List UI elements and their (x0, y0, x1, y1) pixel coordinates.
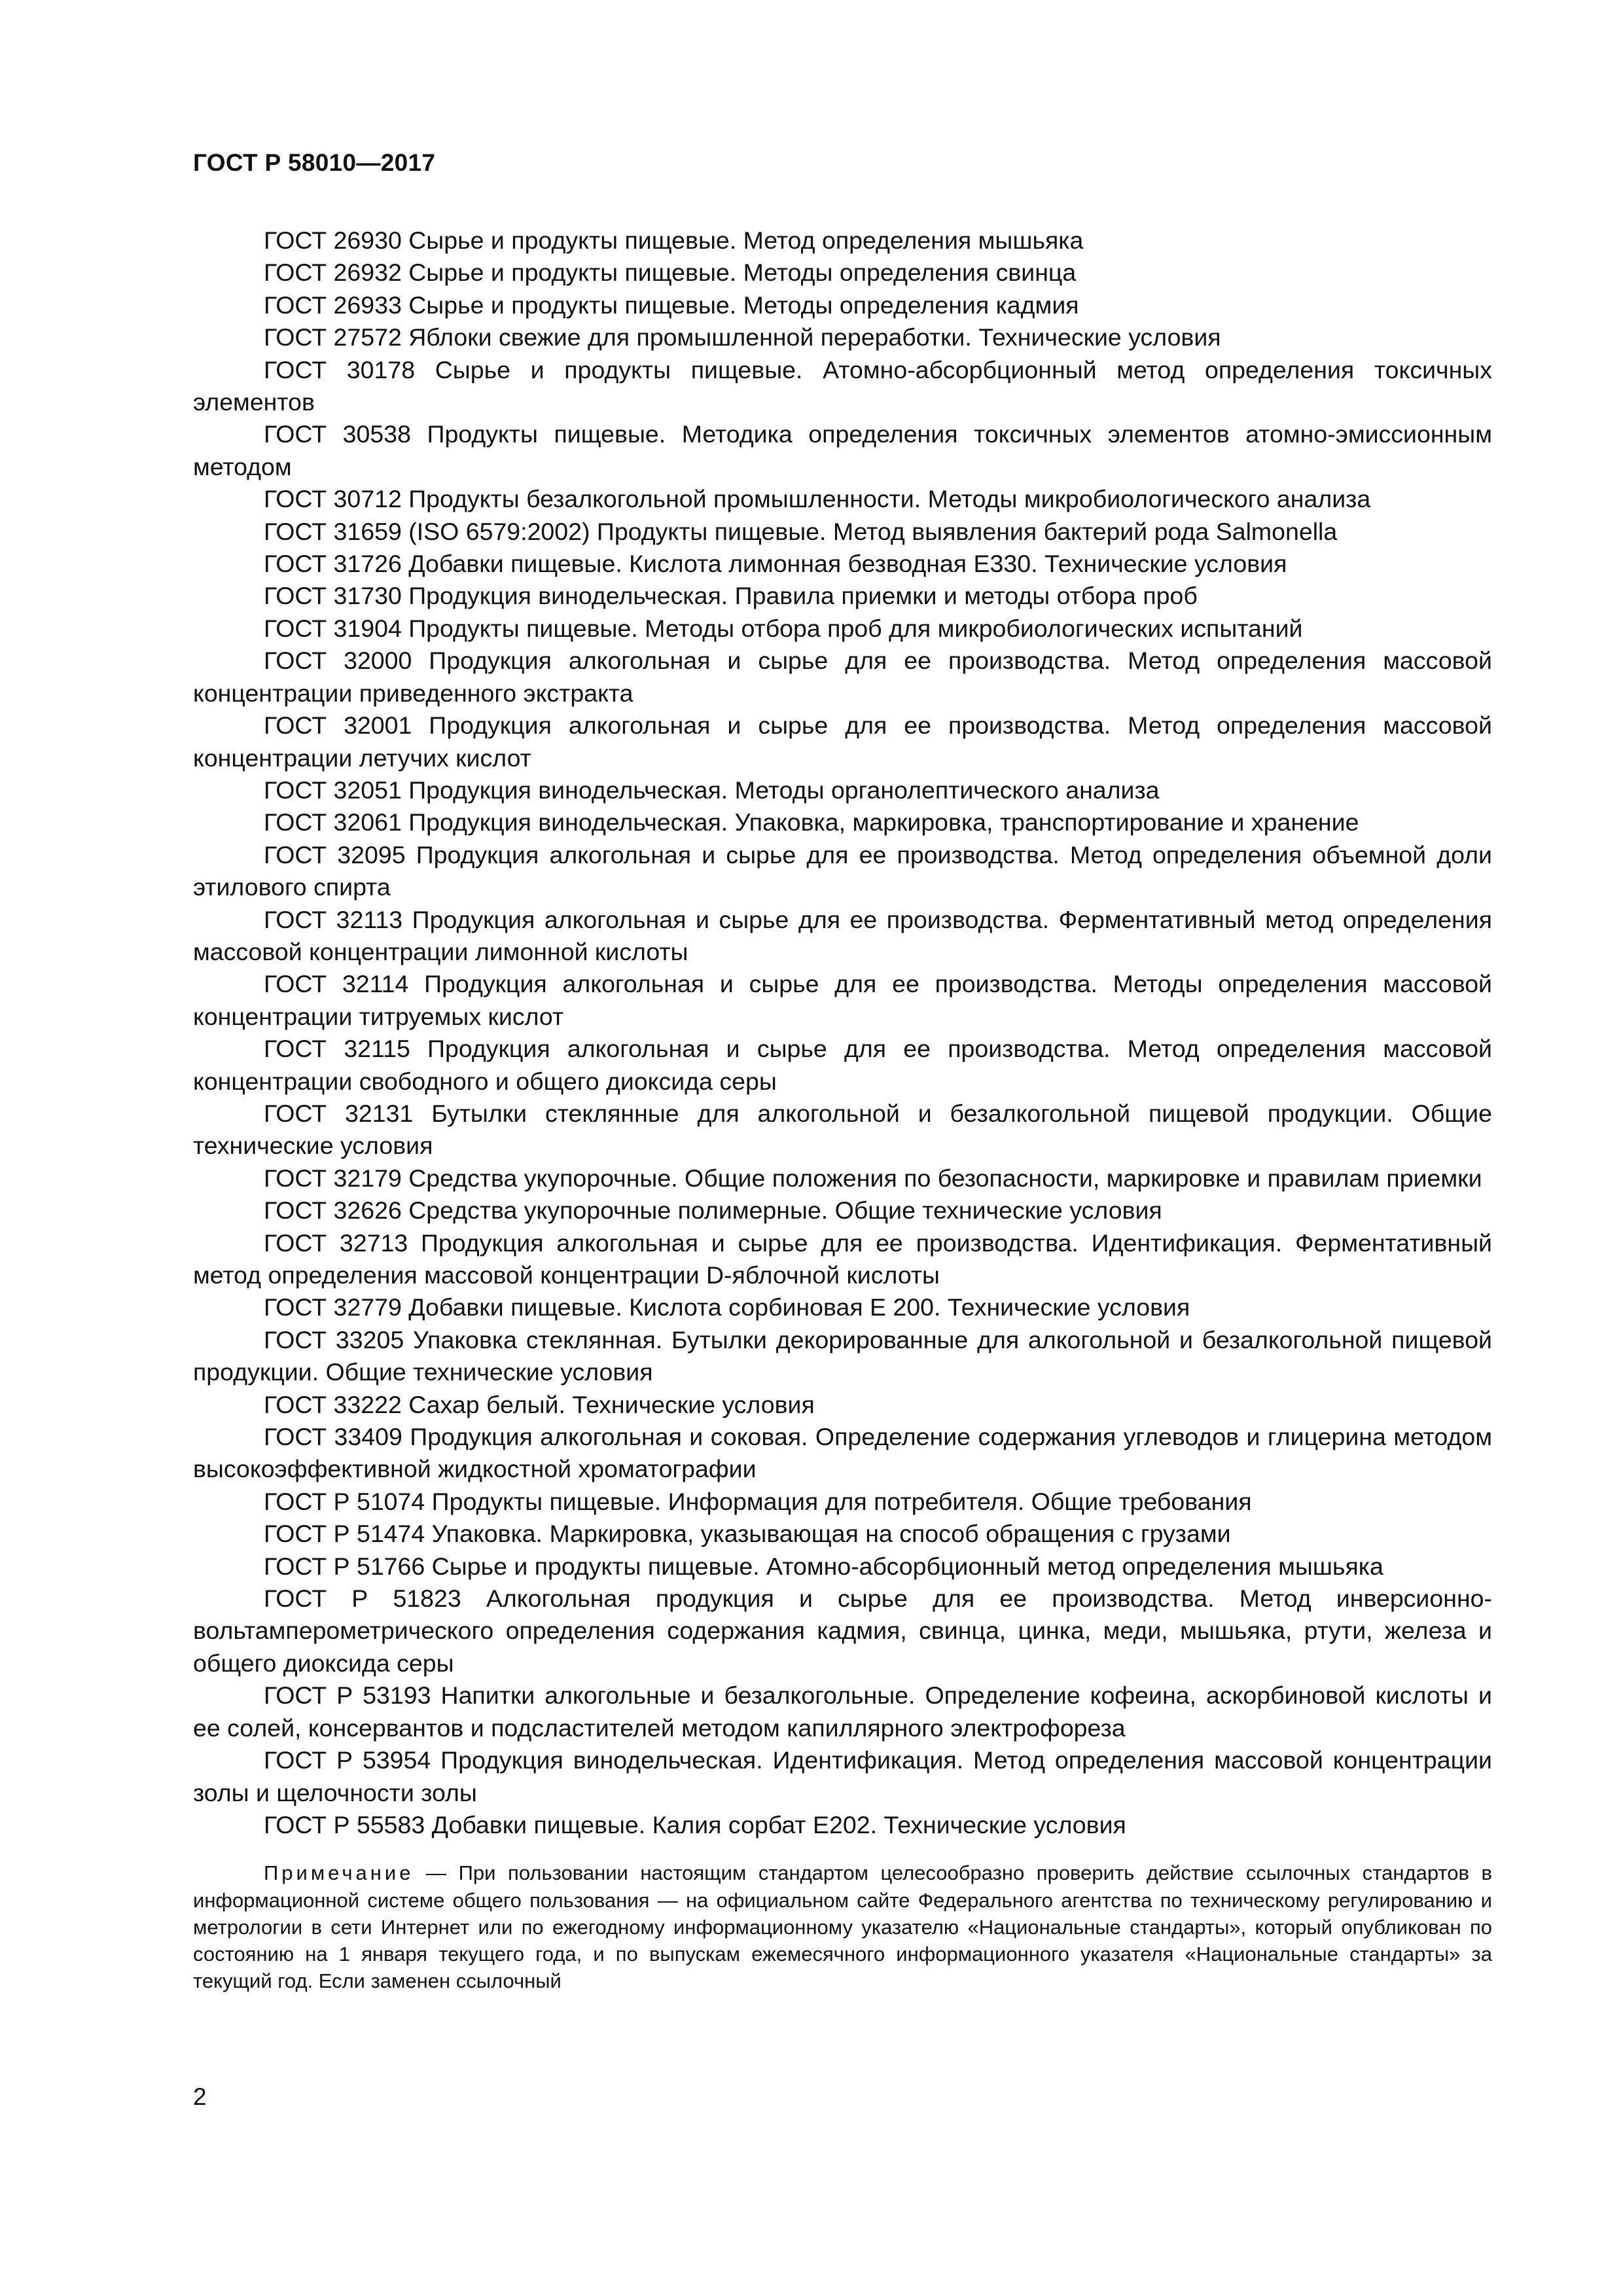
reference-item: ГОСТ 32113 Продукция алкогольная и сырье для ее производства. Ферментативный метод определения массовой концентрации лимонной кислоты (193, 905, 1492, 965)
reference-item: ГОСТ 31730 Продукция винодельческая. Правила приемки и методы отбора проб (264, 582, 1198, 610)
note-label: Примечание (264, 1861, 414, 1885)
reference-item: ГОСТ 32626 Средства укупорочные полимерные. Общие технические условия (264, 1196, 1162, 1225)
reference-item: ГОСТ 31726 Добавки пищевые. Кислота лимонная безводная Е330. Технические условия (264, 550, 1287, 578)
note-text: — При пользовании настоящим стандартом целесообразно проверить действие ссылочных стандартов в информационной системе общего пользования — на официальном сайте Федерального агентства по техническому регулированию и метрологии в сети Интернет или по ежегодному информационному указателю «Национальные стандарты», который опубликован по состоянию на 1 января текущего года, и по выпускам ежемесячного информационного указателя «Национальные стандарты» за текущий год. Если заменен ссылочный (193, 1861, 1492, 1993)
reference-item: ГОСТ Р 53193 Напитки алкогольные и безалкогольные. Определение кофеина, аскорбиновой кислоты и ее солей, консервантов и подсластителей методом капиллярного электрофореза (193, 1681, 1492, 1742)
reference-item: ГОСТ Р 51766 Сырье и продукты пищевые. Атомно-абсорбционный метод определения мышьяка (264, 1552, 1383, 1580)
reference-item: ГОСТ Р 51074 Продукты пищевые. Информация для потребителя. Общие требования (264, 1487, 1252, 1515)
page-number: 2 (193, 2083, 207, 2110)
reference-item: ГОСТ Р 53954 Продукция винодельческая. Идентификация. Метод определения массовой концентрации золы и щелочности золы (193, 1746, 1492, 1806)
note-paragraph (193, 1859, 1492, 1994)
reference-item: ГОСТ 32179 Средства укупорочные. Общие положения по безопасности, маркировке и правилам приемки (264, 1164, 1482, 1192)
reference-item: ГОСТ 33205 Упаковка стеклянная. Бутылки декорированные для алкогольной и безалкогольной пищевой продукции. Общие технические условия (193, 1325, 1492, 1386)
reference-item: ГОСТ 31904 Продукты пищевые. Методы отбора проб для микробиологических испытаний (264, 614, 1303, 642)
reference-item: ГОСТ 33409 Продукция алкогольная и соковая. Определение содержания углеводов и глицерина методом высокоэффективной жидкостной хроматографии (193, 1423, 1492, 1483)
reference-item: ГОСТ 30712 Продукты безалкогольной промышленности. Методы микробиологического анализа (264, 485, 1371, 513)
reference-item: ГОСТ 26932 Сырье и продукты пищевые. Методы определения свинца (264, 259, 1077, 287)
reference-item: ГОСТ 32713 Продукция алкогольная и сырье для ее производства. Идентификация. Ферментативный метод определения массовой концентрации D-яблочной кислоты (193, 1229, 1492, 1289)
reference-item: ГОСТ 26930 Сырье и продукты пищевые. Метод определения мышьяка (264, 226, 1084, 254)
reference-item: ГОСТ 32051 Продукция винодельческая. Методы органолептического анализа (264, 776, 1160, 804)
reference-item: ГОСТ 32114 Продукция алкогольная и сырье для ее производства. Методы определения массовой концентрации титруемых кислот (193, 970, 1492, 1030)
page-header-doc-code: ГОСТ Р 58010—2017 (193, 149, 436, 176)
reference-item: ГОСТ Р 51474 Упаковка. Маркировка, указывающая на способ обращения с грузами (264, 1520, 1231, 1548)
reference-item: ГОСТ 32001 Продукция алкогольная и сырье для ее производства. Метод определения массовой концентрации летучих кислот (193, 711, 1492, 772)
reference-item: ГОСТ 30178 Сырье и продукты пищевые. Атомно-абсорбционный метод определения токсичных элементов (193, 355, 1492, 416)
reference-item: ГОСТ 33222 Сахар белый. Технические условия (264, 1390, 815, 1418)
reference-item: ГОСТ Р 51823 Алкогольная продукция и сырье для ее производства. Метод инверсионно-вольтамперометрического определения содержания кадмия, свинца, цинка, меди, мышьяка, ртути, железа и общего диоксида серы (193, 1585, 1492, 1677)
reference-item: ГОСТ 32115 Продукция алкогольная и сырье для ее производства. Метод определения массовой концентрации свободного и общего диоксида серы (193, 1035, 1492, 1095)
reference-item: ГОСТ 32779 Добавки пищевые. Кислота сорбиновая Е 200. Технические условия (264, 1293, 1190, 1321)
reference-item: ГОСТ 26933 Сырье и продукты пищевые. Методы определения кадмия (264, 291, 1079, 319)
reference-item: ГОСТ 32131 Бутылки стеклянные для алкогольной и безалкогольной пищевой продукции. Общие технические условия (193, 1099, 1492, 1160)
reference-item: ГОСТ Р 55583 Добавки пищевые. Калия сорбат Е202. Технические условия (264, 1810, 1126, 1839)
reference-item: ГОСТ 32061 Продукция винодельческая. Упаковка, маркировка, транспортирование и хранение (264, 808, 1359, 836)
reference-item: ГОСТ 32095 Продукция алкогольная и сырье для ее производства. Метод определения объемной доли этилового спирта (193, 840, 1492, 901)
reference-item: ГОСТ 31659 (ISO 6579:2002) Продукты пищевые. Метод выявления бактерий рода Salmonella (264, 517, 1338, 545)
reference-item: ГОСТ 32000 Продукция алкогольная и сырье для ее производства. Метод определения массовой концентрации приведенного экстракта (193, 647, 1492, 707)
reference-item: ГОСТ 30538 Продукты пищевые. Методика определения токсичных элементов атомно-эмиссионным методом (193, 420, 1492, 480)
normative-references-list (193, 224, 1492, 1841)
reference-item: ГОСТ 27572 Яблоки свежие для промышленной переработки. Технические условия (264, 323, 1221, 351)
document-body (193, 224, 1492, 2015)
